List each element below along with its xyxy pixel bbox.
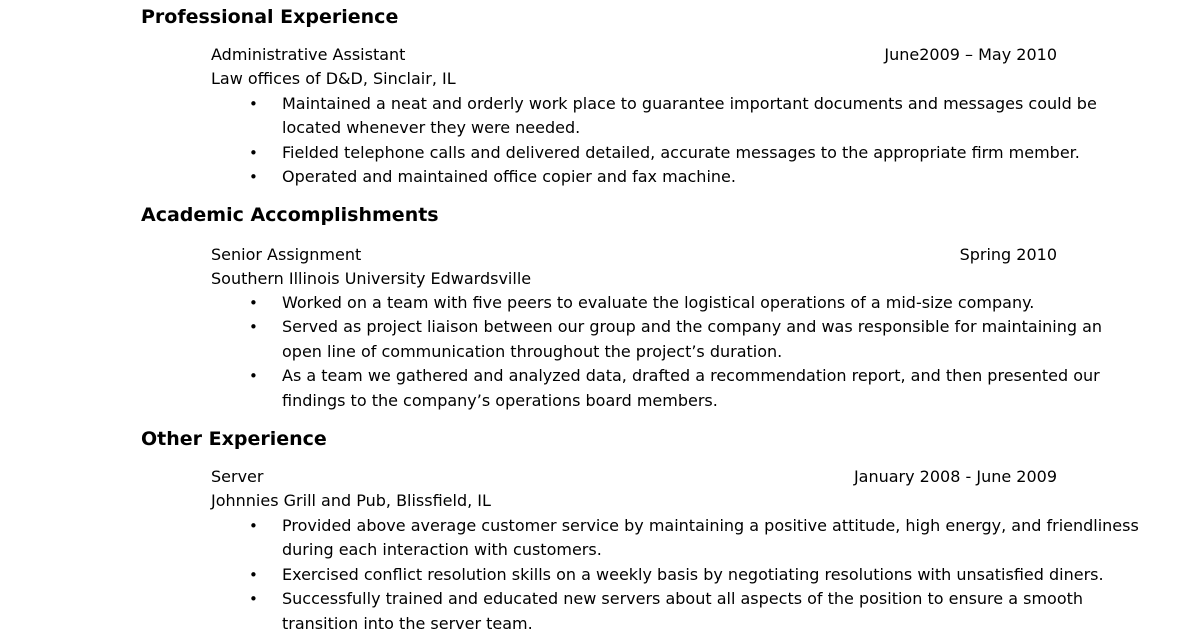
bullet-icon: • [249,367,258,386]
list-item [0,141,1142,165]
entry-role: Administrative Assistant [211,45,406,64]
entry-date: January 2008 - June 2009 [853,467,1057,486]
bullet-list [0,92,1200,190]
bullet-list [0,291,1200,413]
list-item-text: Fielded telephone calls and delivered detailed, accurate messages to the appropriate firm member. [282,142,1080,162]
bullet-icon: • [249,565,258,584]
entry-date: June2009 – May 2010 [884,45,1057,64]
entry-organization: Law offices of D&D, Sinclair, IL [211,69,456,88]
bullet-icon: • [249,168,258,187]
bullet-icon: • [249,294,258,312]
list-item-text: Provided above average customer service by maintaining a positive attitude, high energy, and friendliness during each interaction with customers. [282,516,1139,560]
list-item-text: Exercised conflict resolution skills on a weekly basis by negotiating resolutions with unsatisfied diners. [282,564,1104,584]
list-item [0,587,1142,636]
list-item-text: Maintained a neat and orderly work place to guarantee important documents and messages could be located whenever they were needed. [282,94,1097,138]
bullet-icon: • [249,143,258,162]
list-item-text: Successfully trained and educated new servers about all aspects of the position to ensure a smooth transition into the server team. [282,589,1084,633]
entry-role: Senior Assignment [211,245,362,264]
entry-organization: Johnnies Grill and Pub, Blissfield, IL [211,491,491,510]
list-item [0,291,1142,315]
section-title: Other Experience [141,428,327,450]
bullet-icon: • [249,95,258,113]
list-item [0,92,1142,141]
list-item [0,315,1142,364]
bullet-icon: • [249,517,258,535]
section-title: Academic Accomplishments [141,204,439,226]
entry-organization: Southern Illinois University Edwardsville [211,269,532,288]
bullet-icon: • [249,318,258,337]
bullet-list [0,514,1200,636]
list-item-text: Worked on a team with five peers to evaluate the logistical operations of a mid-size company. [282,293,1035,312]
list-item [0,165,1142,189]
entry-date: Spring 2010 [959,245,1057,264]
list-item-text: Served as project liaison between our group and the company and was responsible for maintaining an open line of communication throughout the project’s duration. [282,317,1103,361]
list-item-text: As a team we gathered and analyzed data, drafted a recommendation report, and then presented our findings to the company’s operations board members. [282,366,1100,410]
bullet-icon: • [249,590,258,609]
section-title: Professional Experience [141,6,399,28]
list-item [0,514,1142,563]
list-item [0,563,1142,587]
list-item-text: Operated and maintained office copier and fax machine. [282,167,736,187]
list-item [0,364,1142,413]
entry-role: Server [211,467,264,486]
